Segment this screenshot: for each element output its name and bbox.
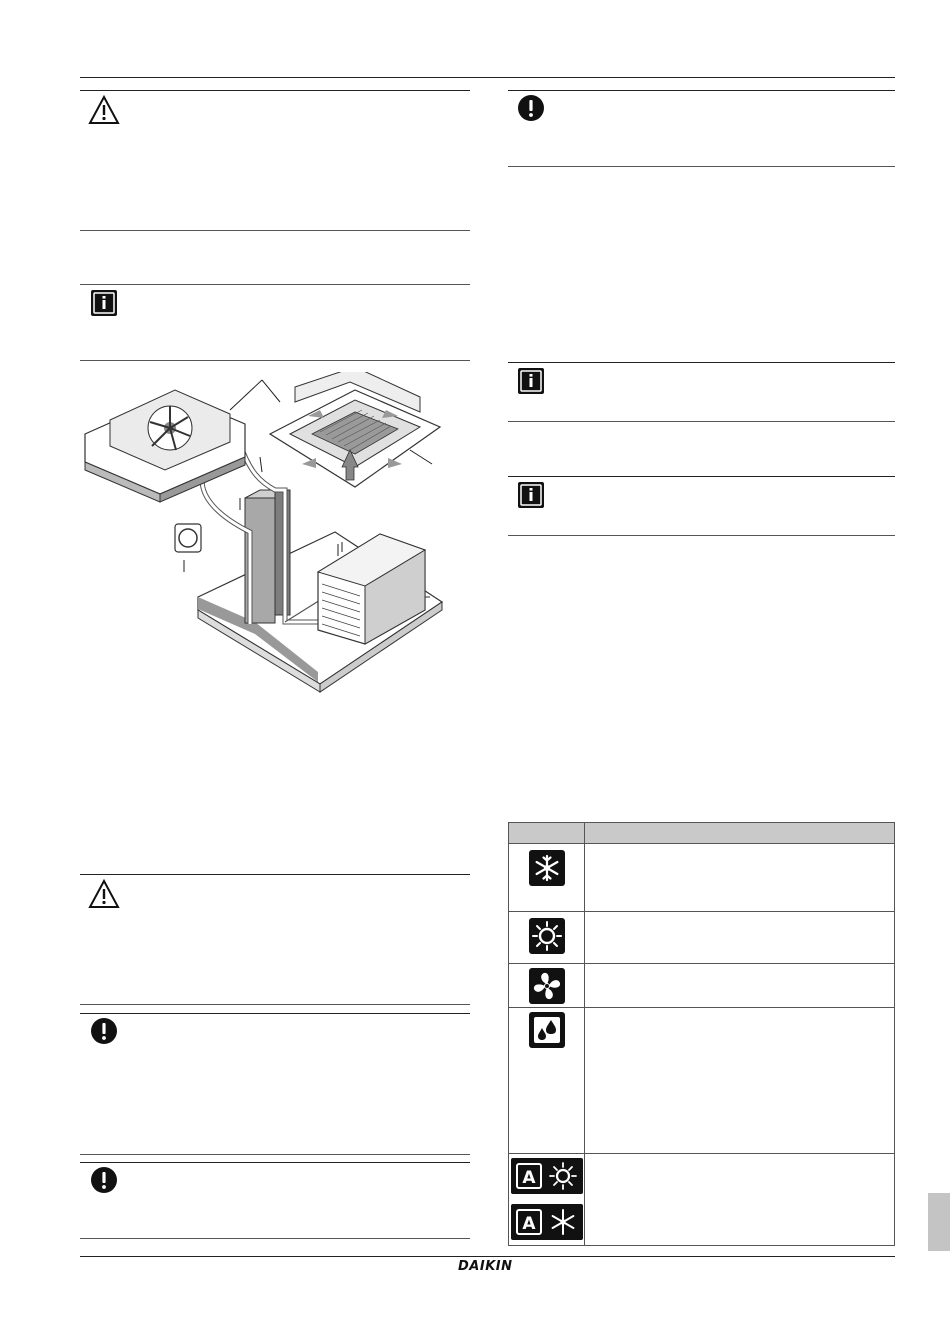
page-bottom-rule [80, 1256, 895, 1257]
table-row [509, 1008, 895, 1154]
right-info-top-rule [508, 362, 895, 363]
table-row [509, 964, 895, 1008]
warning-triangle-icon [87, 878, 121, 912]
table-cell-description [585, 844, 895, 912]
caution-block-top-rule [80, 1013, 470, 1014]
page-top-rule [80, 77, 895, 78]
table-cell-description [585, 912, 895, 964]
table-row [509, 1154, 895, 1246]
information-icon [516, 480, 550, 514]
table-cell-icon [509, 1008, 585, 1154]
table-cell-icon [509, 1154, 585, 1246]
daikin-logo: DAIKIN [458, 1259, 513, 1274]
right-caution-bottom-rule [508, 166, 895, 167]
table-cell-description [585, 964, 895, 1008]
right-caution-top-rule [508, 90, 895, 91]
droplet-icon [529, 1012, 565, 1048]
warning-block-bottom-rule [80, 230, 470, 231]
table-cell-description [585, 1154, 895, 1246]
warning-block-top-rule [80, 90, 470, 91]
section-side-tab [928, 1193, 950, 1251]
auto-snowflake-icon [511, 1204, 583, 1240]
sun-icon [529, 918, 565, 954]
snowflake-icon [529, 850, 565, 886]
caution-block-2-top-rule [80, 1162, 470, 1163]
table-row [509, 844, 895, 912]
information-icon [89, 288, 123, 322]
right-info-2-bottom-rule [508, 535, 895, 536]
right-info-bottom-rule [508, 421, 895, 422]
table-cell-icon [509, 912, 585, 964]
caution-block-bottom-rule [80, 1154, 470, 1155]
exclamation-circle-icon [88, 1017, 122, 1051]
warning-triangle-icon [87, 94, 121, 128]
fan-icon [529, 968, 565, 1004]
installation-illustration [80, 372, 460, 702]
info-block-bottom-rule [80, 360, 470, 361]
warning-block-2-bottom-rule [80, 1004, 470, 1005]
svg-text:A: A [521, 1214, 536, 1234]
exclamation-circle-icon [88, 1166, 122, 1200]
table-header-row [509, 823, 895, 844]
table-cell-icon [509, 964, 585, 1008]
info-block-top-rule [80, 284, 470, 285]
caution-block-2-bottom-rule [80, 1238, 470, 1239]
svg-text:A: A [521, 1168, 536, 1188]
table-cell-icon [509, 844, 585, 912]
information-icon [516, 366, 550, 400]
operation-mode-table [508, 822, 895, 1246]
warning-block-2-top-rule [80, 874, 470, 875]
exclamation-circle-icon [515, 94, 549, 128]
table-header-description-column [585, 823, 895, 844]
table-cell-description [585, 1008, 895, 1154]
auto-sun-icon [511, 1158, 583, 1194]
table-header-icon-column [509, 823, 585, 844]
right-info-2-top-rule [508, 476, 895, 477]
table-row [509, 912, 895, 964]
